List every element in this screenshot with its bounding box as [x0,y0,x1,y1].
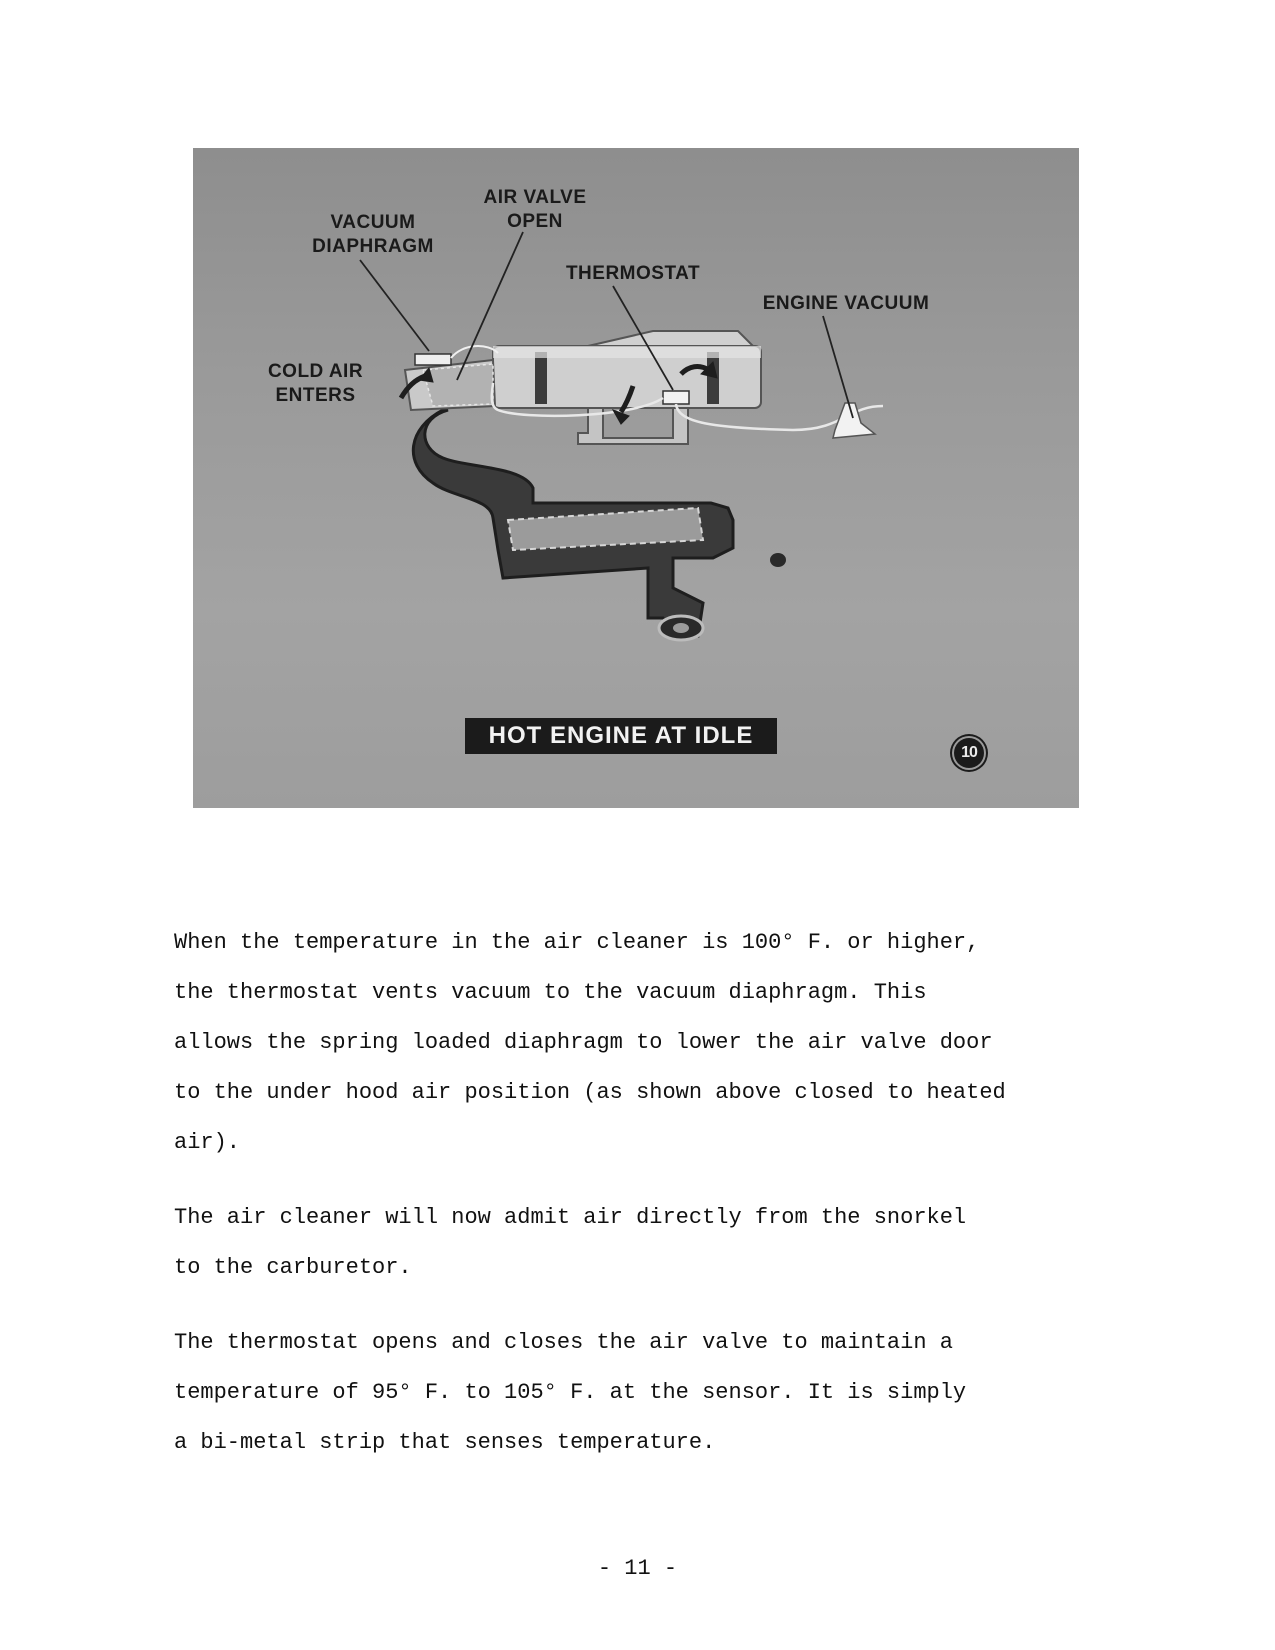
paragraph-1: When the temperature in the air cleaner is 100° F. or higher, the thermostat vents vacuum to the vacuum diaphragm. This allows the spring loaded diaphragm to lower the air valve door to the under hood air position (as shown above closed to heated air). [174,930,1006,1155]
figure-number-badge: 10 [954,738,984,768]
label-thermostat: THERMOSTAT [565,263,701,284]
page-number: - 11 - [597,1556,678,1581]
label-air-valve-open: AIR VALVE OPEN [483,187,587,232]
air-cleaner-housing [493,331,761,444]
label-engine-vacuum: ENGINE VACUUM [762,293,930,314]
paragraph-2: The air cleaner will now admit air directly from the snorkel to the carburetor. [174,1205,967,1280]
engine-figure [193,148,1079,808]
label-cold-air-enters: COLD AIR ENTERS [267,361,364,406]
figure-caption-banner: HOT ENGINE AT IDLE [465,718,777,754]
label-vacuum-diaphragm: VACUUM DIAPHRAGM [312,212,434,257]
paragraph-3: The thermostat opens and closes the air valve to maintain a temperature of 95° F. to 105° F. at the sensor. It is simply a bi-metal strip that senses temperature. [174,1330,967,1455]
thermostat-sensor [663,391,689,404]
